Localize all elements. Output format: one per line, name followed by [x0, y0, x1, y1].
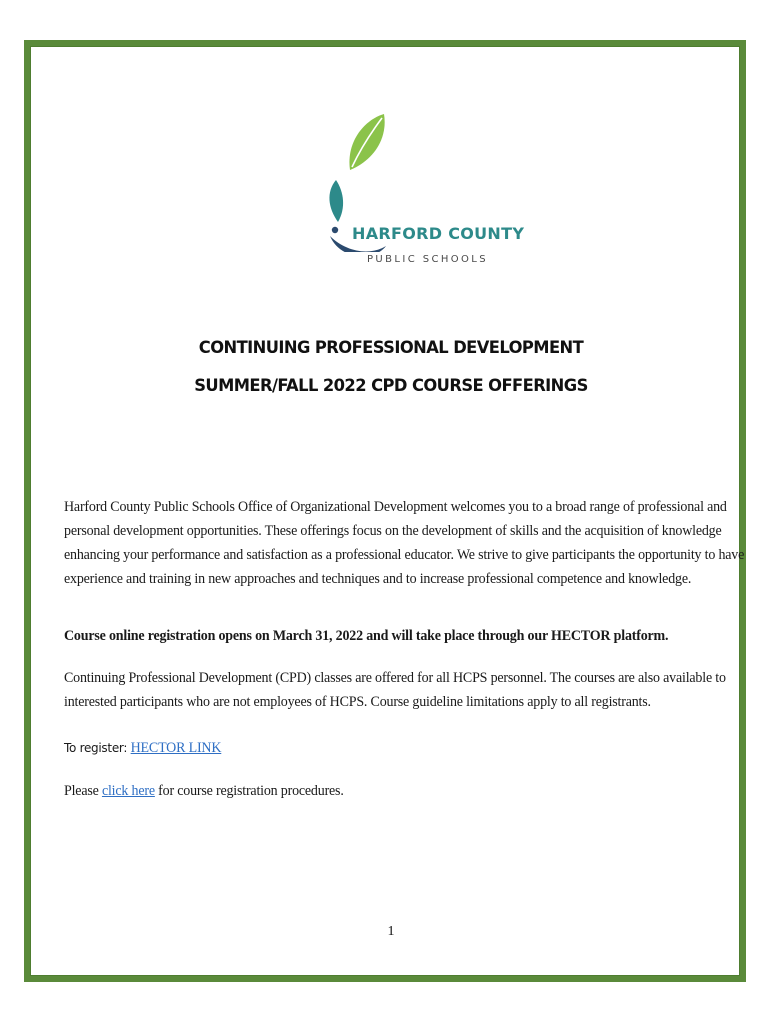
logo-subtitle: PUBLIC SCHOOLS	[367, 254, 489, 265]
intro-paragraph: Harford County Public Schools Office of Organizational Development welcomes you to a broad range of professional and personal development opportunities. These offerings focus on the development of skills and the acquisition of knowledge enhancing your performance and satisfaction as a professional educator. We strive to give participants the opportunity to have experience and training in new approaches and techniques and to increase professional competence and knowledge.	[64, 499, 745, 587]
click-here-link[interactable]: click here	[101, 783, 155, 799]
logo-name: HARFORD COUNTY	[352, 224, 525, 243]
document-title-line-2: SUMMER/FALL 2022 CPD COURSE OFFERINGS	[194, 376, 588, 396]
hector-link[interactable]: HECTOR LINK	[130, 740, 222, 756]
procedures-line	[64, 779, 753, 803]
registration-notice: Course online registration opens on March 31, 2022 and will take place through our HECTOR platform.	[64, 628, 669, 644]
document-page	[24, 40, 746, 982]
register-label: To register:	[64, 740, 131, 755]
procedures-text-after: for course registration procedures.	[154, 783, 344, 799]
document-title-line-1: CONTINUING PROFESSIONAL DEVELOPMENT	[198, 338, 584, 358]
procedures-text-before: Please	[64, 783, 102, 799]
page-number: 1	[387, 924, 395, 939]
cpd-paragraph: Continuing Professional Development (CPD) classes are offered for all HCPS personnel. The courses are also available to interested participants who are not employees of HCPS. Course guideline limitations apply to all registrants.	[64, 670, 726, 710]
register-line	[64, 736, 753, 760]
